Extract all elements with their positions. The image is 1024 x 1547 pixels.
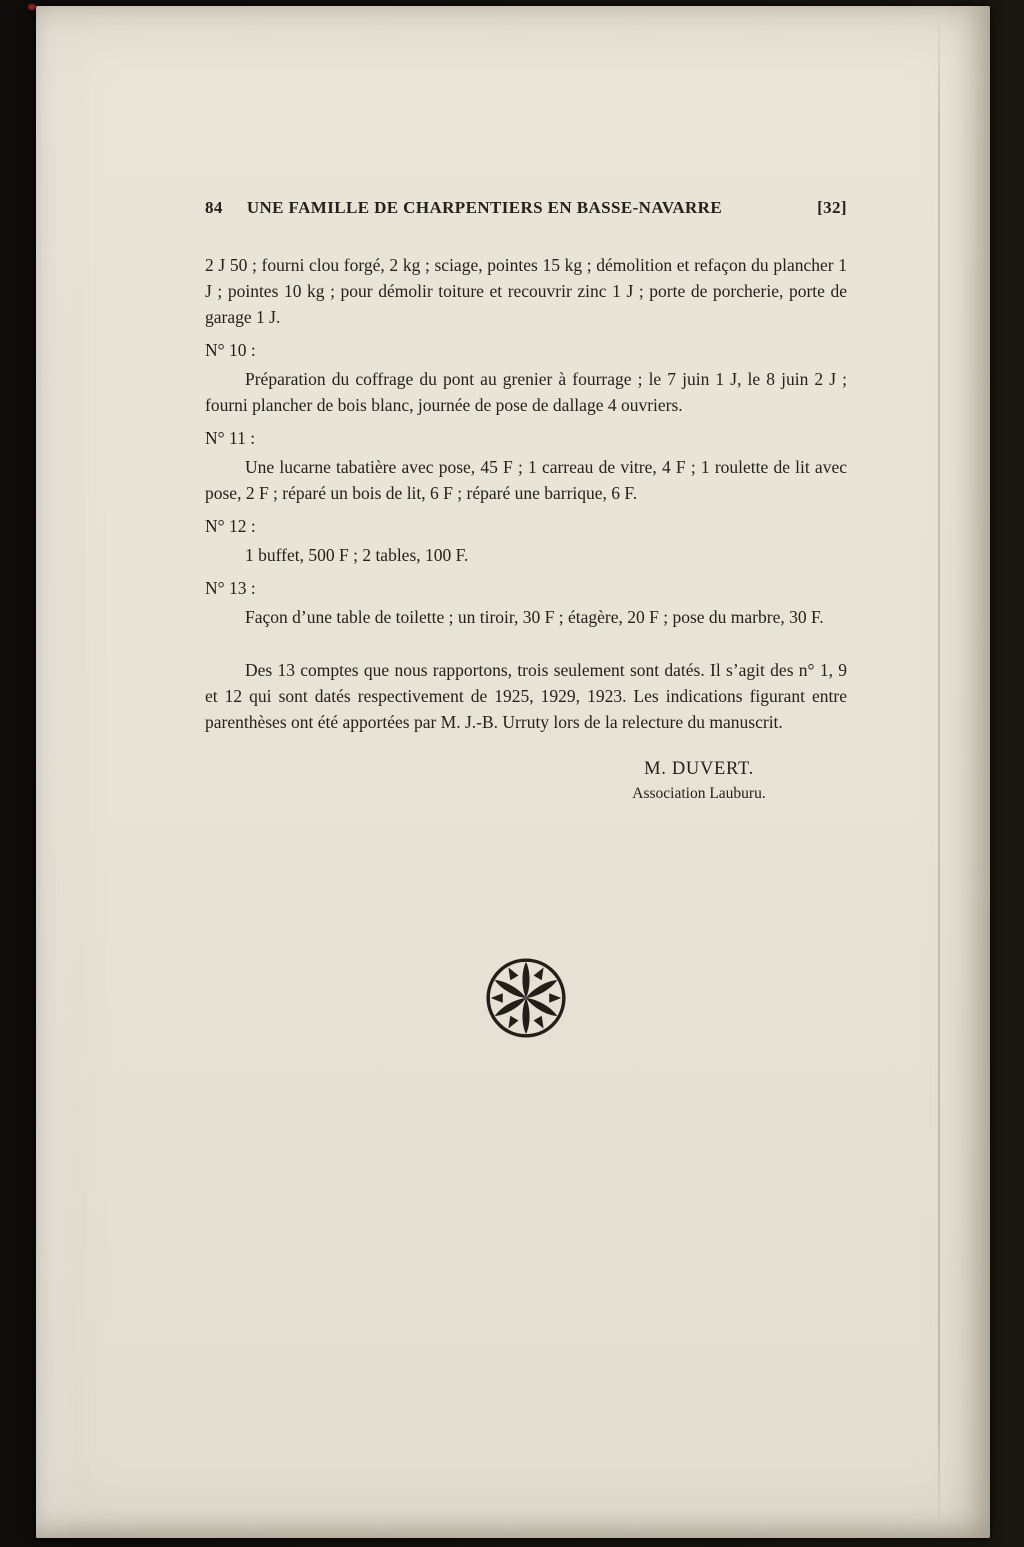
paragraph: Préparation du coffrage du pont au grenier à fourrage ; le 7 juin 1 J, le 8 juin 2 J ; fourni plancher de bois blanc, journée de pose de dallage 4 ouvriers. — [205, 369, 847, 415]
book-page — [36, 6, 990, 1538]
page-content — [205, 198, 847, 1041]
section-heading: N° 11 : — [205, 428, 256, 448]
signature-block — [569, 759, 829, 803]
paragraph: Des 13 comptes que nous rapportons, trois seulement sont datés. Il s’agit des n° 1, 9 et 12 qui sont datés respectivement de 1925, 1929, 1923. Les indications figurant entre parenthèses ont été apportées par M. J.-B. Urruty lors de la relecture du manuscrit. — [205, 660, 847, 732]
issue-number: [32] — [817, 198, 847, 217]
running-header — [205, 198, 847, 218]
rosette-ornament-icon — [483, 955, 569, 1041]
text-body — [205, 252, 847, 735]
section-heading: N° 12 : — [205, 516, 256, 536]
section-heading: N° 13 : — [205, 578, 256, 598]
paragraph: 2 J 50 ; fourni clou forgé, 2 kg ; sciage, pointes 15 kg ; démolition et refaçon du plancher 1 J ; pointes 10 kg ; pour démolir toiture et recouvrir zinc 1 J ; porte de porcherie, porte de garage 1 J. — [205, 255, 847, 327]
author-affiliation: Association Lauburu. — [632, 785, 766, 802]
author-name: M. DUVERT. — [644, 759, 754, 779]
section-heading: N° 10 : — [205, 340, 256, 360]
page-fold-shadow — [938, 6, 940, 1538]
chapter-title: UNE FAMILLE DE CHARPENTIERS EN BASSE-NAVARRE — [246, 198, 723, 217]
page-number: 84 — [205, 198, 223, 217]
red-mark — [28, 4, 36, 10]
paragraph: Façon d’une table de toilette ; un tiroir, 30 F ; étagère, 20 F ; pose du marbre, 30 F. — [245, 607, 824, 627]
paragraph: 1 buffet, 500 F ; 2 tables, 100 F. — [245, 545, 469, 565]
paragraph: Une lucarne tabatière avec pose, 45 F ; 1 carreau de vitre, 4 F ; 1 roulette de lit avec pose, 2 F ; réparé un bois de lit, 6 F ; réparé une barrique, 6 F. — [205, 457, 847, 503]
